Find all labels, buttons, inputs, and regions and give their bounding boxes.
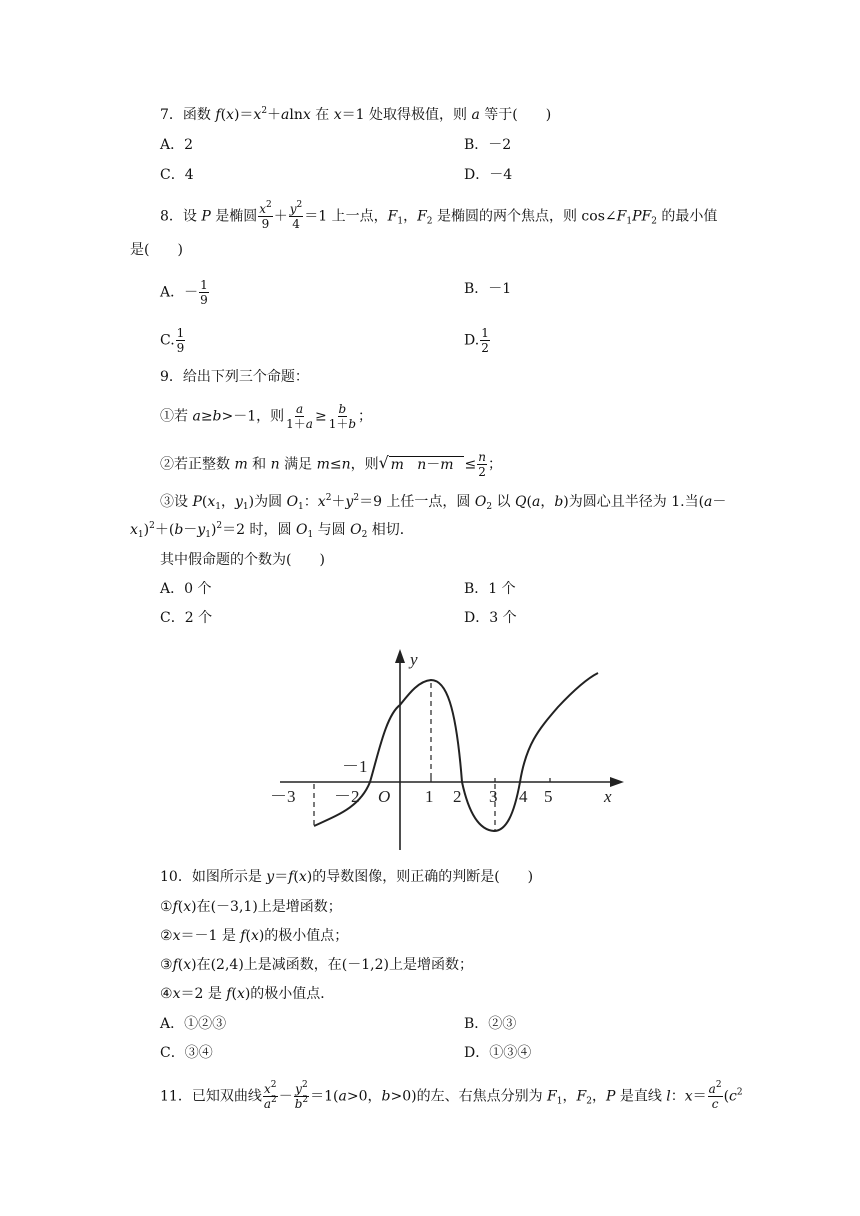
q10-stem: 10．如图所示是 y＝f(x)的导数图像，则正确的判断是( ) — [160, 869, 534, 885]
origin-label: O — [378, 787, 391, 806]
q8-option-c: C. $\frac{1}{9}$ — [160, 326, 185, 355]
q9-question: 其中假命题的个数为( ) — [160, 552, 325, 568]
tick-label-neg2: －2 — [334, 787, 360, 806]
y-axis-arrow — [395, 649, 405, 663]
tick-label-3: 3 — [489, 787, 498, 806]
q9-square-root: √ m n－m — [379, 456, 465, 474]
q9-option-b: B．1 个 — [464, 581, 516, 597]
q7-option-a: A．2 — [160, 137, 194, 153]
q8-option-a: A．－ $\frac{1}{9}$ — [160, 278, 208, 307]
q10-item-1: ①f(x)在(－3,1)上是增函数； — [160, 899, 342, 915]
tick-label-4: 4 — [519, 787, 528, 806]
q8-fraction-x: $\frac{x^2}{9}$ — [259, 200, 272, 231]
label-neg1: －1 — [342, 757, 368, 776]
q8-stem: 8．设 P 是椭圆 $\frac{x^2}{9}$ ＋ $\frac{y^2}{4}$ ＝1 上一点，$F_1$，$F_2$ 是椭圆的两个焦点，则 $\cos\angle F_1PF_2$ 的最小值 — [160, 200, 718, 231]
y-axis-label: y — [410, 650, 418, 669]
derivative-graph — [268, 645, 628, 855]
q9-statement-3-line2: $x_1)^2+(b-y_1)^2=2$ 时，圆 $O_1$ 与圆 $O_2$ 相切． — [130, 521, 414, 540]
tick-label-5: 5 — [544, 787, 553, 806]
q8-fraction-y: $\frac{y^2}{4}$ — [289, 200, 303, 231]
q9-statement-1: ①若 a≥b>－1，则 $\frac{a}{1+a}$ ≥ $\frac{b}{1+b}$ ； — [160, 402, 373, 431]
x-axis-label: x — [604, 787, 612, 806]
q10-option-b: B．②③ — [464, 1016, 517, 1032]
q10-option-c: C．③④ — [160, 1045, 213, 1061]
q10-item-3: ③f(x)在(2,4)上是减函数，在(－1,2)上是增函数； — [160, 957, 473, 973]
q8-option-d: D. $\frac{1}{2}$ — [464, 326, 489, 355]
q10-item-2: ②x＝－1 是 f(x)的极小值点； — [160, 928, 349, 944]
q7-stem: 7．函数 $f(x)=x^2+alnx$ 在 x＝1 处取得极值，则 a 等于( ) — [160, 106, 552, 123]
tick-label-1: 1 — [425, 787, 434, 806]
q7-option-d: D．－4 — [464, 167, 513, 183]
derivative-curve — [314, 673, 598, 831]
tick-label-2: 2 — [453, 787, 462, 806]
q11-stem: 11．已知双曲线 $\frac{x^2}{a^2}$ － $\frac{y^2}{b^2}$ ＝1(a>0，b>0)的左、右焦点分别为 $F_1$，$F_2$，P 是直线 l：x＝ $\frac{a^2}{c}$ ($c^2$ — [160, 1080, 743, 1111]
x-axis-arrow — [610, 777, 624, 787]
q7-option-c: C．4 — [160, 167, 194, 183]
q9-option-a: A．0 个 — [160, 581, 212, 597]
q9-stem: 9．给出下列三个命题： — [160, 369, 309, 385]
q9-statement-2: ②若正整数 m 和 n 满足 m≤n，则 √ m n－m ≤ $\frac{n}{2}$ ； — [160, 450, 502, 479]
q8-option-b: B．－1 — [464, 281, 512, 297]
q10-option-d: D．①③④ — [464, 1045, 532, 1061]
q9-option-c: C．2 个 — [160, 610, 213, 626]
q10-option-a: A．①②③ — [160, 1016, 227, 1032]
q8-stem-line2: 是( ) — [130, 242, 183, 258]
tick-label-neg3: －3 — [270, 787, 296, 806]
q10-item-4: ④x＝2 是 f(x)的极小值点． — [160, 986, 335, 1002]
q9-statement-3: ③设 $P(x_1$，$y_1$)为圆 $O_1$：$x^2+y^2=9$ 上任一点，圆 $O_2$ 以 Q(a，b)为圆心且半径为 1.当(a－ — [160, 493, 727, 512]
q7-option-b: B．－2 — [464, 137, 512, 153]
q9-option-d: D．3 个 — [464, 610, 517, 626]
